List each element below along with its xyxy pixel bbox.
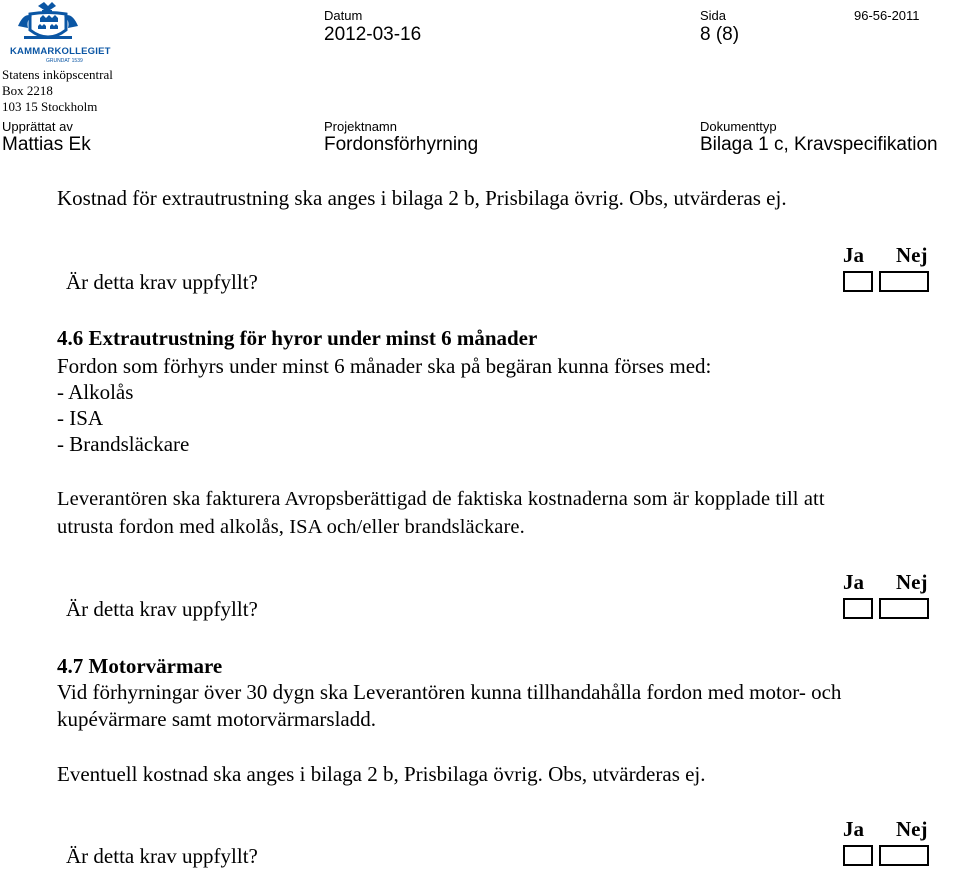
ja-label: Ja bbox=[843, 570, 864, 594]
list-item-alkolas: - Alkolås bbox=[57, 380, 134, 404]
kammarkollegiet-logo bbox=[8, 0, 126, 66]
question-text: Är detta krav uppfyllt? bbox=[66, 597, 258, 621]
ja-checkbox-extra bbox=[869, 598, 873, 619]
nej-checkbox[interactable] bbox=[899, 845, 929, 866]
nej-checkbox[interactable] bbox=[899, 271, 929, 292]
yes-no-checkboxes bbox=[843, 598, 929, 619]
doktyp-label: Dokumenttyp bbox=[700, 119, 777, 134]
section-4-7-heading: 4.7 Motorvärmare bbox=[57, 654, 223, 678]
projekt-value: Fordonsförhyrning bbox=[324, 134, 479, 155]
doktyp-value: Bilaga 1 c, Kravspecifikation bbox=[700, 134, 938, 155]
upprattat-value: Mattias Ek bbox=[2, 134, 91, 155]
nej-label: Nej bbox=[896, 817, 928, 841]
nej-label: Nej bbox=[896, 243, 928, 267]
datum-value: 2012-03-16 bbox=[324, 24, 422, 45]
upprattat-label: Upprättat av bbox=[2, 119, 73, 134]
ja-checkbox-extra bbox=[869, 845, 873, 866]
section-4-6-para1: Leverantören ska fakturera Avropsberättigad de faktiska kostnaderna som är kopplade till att bbox=[57, 488, 825, 510]
section-4-7-line2: kupévärmare samt motorvärmarsladd. bbox=[57, 707, 376, 731]
datum-label: Datum bbox=[324, 8, 363, 23]
section-4-7-line1: Vid förhyrningar över 30 dygn ska Leverantören kunna tillhandahålla fordon med motor- och bbox=[57, 680, 842, 704]
org-box: Box 2218 bbox=[2, 83, 53, 98]
list-item-isa: - ISA bbox=[57, 406, 104, 430]
yes-no-checkboxes bbox=[843, 845, 929, 866]
logo-subtitle: GRUNDAT 1539 bbox=[46, 58, 83, 64]
list-item-brandslackare: - Brandsläckare bbox=[57, 432, 190, 456]
ja-checkbox-extra bbox=[869, 271, 873, 292]
org-postal: 103 15 Stockholm bbox=[2, 99, 98, 114]
section-4-6-line1: Fordon som förhyrs under minst 6 månader ska på begäran kunna förses med: bbox=[57, 354, 712, 378]
org-address bbox=[2, 67, 113, 115]
section-4-6-para2: utrusta fordon med alkolås, ISA och/eller brandsläckare. bbox=[57, 516, 525, 538]
yes-no-checkboxes bbox=[843, 271, 929, 292]
nej-checkbox-extra bbox=[879, 598, 903, 619]
ja-label: Ja bbox=[843, 243, 864, 267]
question-text: Är detta krav uppfyllt? bbox=[66, 270, 258, 294]
nej-label: Nej bbox=[896, 570, 928, 594]
projekt-label: Projektnamn bbox=[324, 119, 397, 134]
intro-paragraph: Kostnad för extrautrustning ska anges i bilaga 2 b, Prisbilaga övrig. Obs, utvärderas ej. bbox=[57, 186, 787, 210]
nej-checkbox-extra bbox=[879, 271, 903, 292]
reference-number: 96-56-2011 bbox=[854, 8, 920, 23]
org-name: Statens inköpscentral bbox=[2, 67, 113, 82]
logo-wordmark: KAMMARKOLLEGIET bbox=[10, 46, 111, 57]
section-4-7-cost: Eventuell kostnad ska anges i bilaga 2 b, Prisbilaga övrig. Obs, utvärderas ej. bbox=[57, 762, 706, 786]
nej-checkbox-extra bbox=[879, 845, 903, 866]
sida-value: 8 (8) bbox=[700, 24, 740, 45]
question-text: Är detta krav uppfyllt? bbox=[66, 844, 258, 868]
crown-emblem-icon bbox=[8, 0, 126, 48]
ja-label: Ja bbox=[843, 817, 864, 841]
nej-checkbox[interactable] bbox=[899, 598, 929, 619]
sida-label: Sida bbox=[700, 8, 727, 23]
section-4-6-heading: 4.6 Extrautrustning för hyror under minst 6 månader bbox=[57, 326, 538, 350]
